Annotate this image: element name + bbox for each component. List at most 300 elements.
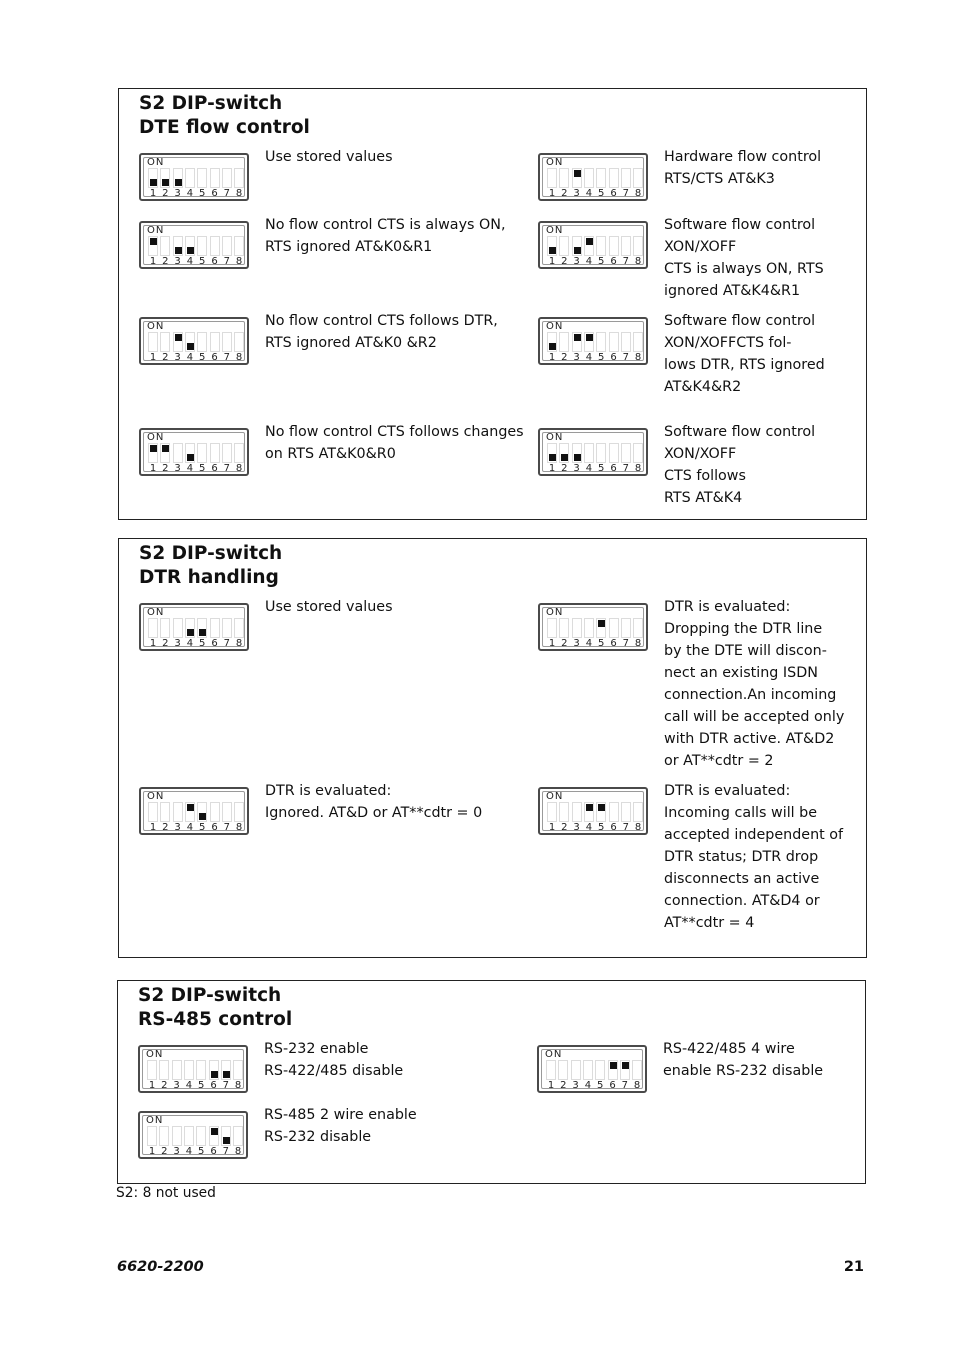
dip-switch-lever bbox=[610, 1062, 617, 1069]
dip-switch-number: 8 bbox=[634, 352, 642, 363]
dip-switch-number: 7 bbox=[622, 352, 629, 363]
dip-switch-slot bbox=[609, 332, 619, 352]
dip-on-label: ON bbox=[147, 791, 165, 802]
dip-switch-slot bbox=[233, 1060, 243, 1080]
dip-switch-slot bbox=[596, 236, 606, 256]
dip-switch-number: 1 bbox=[548, 822, 556, 833]
dip-switch-lever bbox=[574, 170, 581, 177]
dip-on-label: ON bbox=[147, 157, 165, 168]
dip-switch-slot bbox=[197, 168, 207, 188]
dip-switch-slot bbox=[584, 168, 594, 188]
dip-switch-slot bbox=[621, 618, 631, 638]
dip-switch-slot bbox=[209, 1060, 219, 1080]
dip-switch-slot bbox=[621, 802, 631, 822]
dip-switch-number: 8 bbox=[234, 1080, 242, 1091]
dip-switch-lever bbox=[199, 629, 206, 636]
dip-on-label: ON bbox=[147, 432, 165, 443]
dip-switch-number: 7 bbox=[621, 1080, 628, 1091]
section-title-line2: DTE flow control bbox=[139, 117, 310, 138]
dip-switch-number: 8 bbox=[235, 463, 243, 474]
dip-switch-number: 2 bbox=[560, 1080, 567, 1091]
dip-switch-number: 2 bbox=[561, 463, 568, 474]
dip-switch-number: 6 bbox=[610, 188, 617, 199]
dip-switch-number: 2 bbox=[162, 638, 169, 649]
dip-switch-number: 1 bbox=[149, 352, 157, 363]
dip-setting-description: DTR is evaluated: Dropping the DTR line by the DTE will discon- nect an existing ISDN connection.An incoming call will be accepted only with DTR active. AT&D2 or AT**cdtr = 2 bbox=[664, 599, 845, 769]
dip-switch-diagram bbox=[139, 428, 249, 476]
dip-switch-slot bbox=[173, 168, 183, 188]
dip-on-label: ON bbox=[546, 321, 564, 332]
dip-switch-slot bbox=[222, 236, 232, 256]
dip-switch-number: 3 bbox=[573, 638, 580, 649]
dip-switch-slot bbox=[546, 1060, 556, 1080]
dip-switch-slot bbox=[160, 168, 170, 188]
dip-switch-number: 5 bbox=[199, 188, 206, 199]
dip-switch-slot bbox=[596, 802, 606, 822]
dip-switch-number: 3 bbox=[173, 1080, 180, 1091]
dip-switch-slot bbox=[633, 802, 643, 822]
dip-switch-number: 3 bbox=[174, 638, 181, 649]
dip-switch-slot bbox=[222, 618, 232, 638]
dip-switch-number: 8 bbox=[634, 188, 642, 199]
dip-switch-slot bbox=[197, 332, 207, 352]
dip-switch-slot bbox=[222, 168, 232, 188]
dip-switch-slot bbox=[210, 443, 220, 463]
dip-switch-number: 8 bbox=[634, 463, 642, 474]
dip-switch-number: 4 bbox=[584, 1080, 592, 1091]
dip-switch-slot bbox=[210, 332, 220, 352]
dip-switch-number: 8 bbox=[634, 822, 642, 833]
dip-switch-number: 5 bbox=[199, 352, 206, 363]
dip-switch-lever bbox=[561, 454, 568, 461]
dip-switch-number: 3 bbox=[174, 822, 181, 833]
dip-switch-slot bbox=[210, 802, 220, 822]
dip-switch-slot bbox=[185, 168, 195, 188]
dip-switch-slot bbox=[173, 236, 183, 256]
dip-switch-number: 4 bbox=[585, 352, 593, 363]
dip-switch-slot bbox=[234, 332, 244, 352]
dip-switch-slot bbox=[148, 168, 158, 188]
dip-switch-slot bbox=[547, 332, 557, 352]
dip-switch-slot bbox=[222, 802, 232, 822]
dip-switch-lever bbox=[586, 238, 593, 245]
dip-switch-lever bbox=[175, 247, 182, 254]
dip-switch-slot bbox=[147, 1126, 157, 1146]
dip-switch-slot bbox=[572, 802, 582, 822]
dip-switch-number: 4 bbox=[185, 1146, 193, 1157]
dip-switch-lever bbox=[622, 1062, 629, 1069]
dip-switch-number: 1 bbox=[547, 1080, 555, 1091]
section-title-line2: DTR handling bbox=[139, 567, 279, 588]
dip-switch-slot bbox=[595, 1060, 605, 1080]
dip-switch-number: 7 bbox=[622, 822, 629, 833]
dip-switch-number: 6 bbox=[211, 463, 218, 474]
dip-switch-number: 7 bbox=[222, 1146, 229, 1157]
dip-switch-slot bbox=[547, 802, 557, 822]
dip-switch-slot bbox=[197, 618, 207, 638]
dip-switch-number: 4 bbox=[585, 638, 593, 649]
dip-switch-diagram bbox=[537, 1045, 647, 1093]
dip-switch-slot bbox=[633, 168, 643, 188]
dip-switch-slot bbox=[633, 332, 643, 352]
dip-switch-slot bbox=[147, 1060, 157, 1080]
dip-switch-number: 7 bbox=[622, 463, 629, 474]
dip-switch-number: 1 bbox=[149, 188, 157, 199]
dip-switch-slot bbox=[221, 1060, 231, 1080]
dip-switch-number: 1 bbox=[149, 463, 157, 474]
dip-switch-slot bbox=[584, 332, 594, 352]
dip-switch-number: 7 bbox=[223, 822, 230, 833]
dip-switch-number: 5 bbox=[598, 463, 605, 474]
dip-switch-number: 4 bbox=[585, 188, 593, 199]
dip-switch-slot bbox=[621, 443, 631, 463]
dip-switch-slot bbox=[160, 618, 170, 638]
dip-switch-slot bbox=[185, 802, 195, 822]
dip-switch-slot bbox=[148, 443, 158, 463]
dip-switch-slot bbox=[148, 332, 158, 352]
dip-on-label: ON bbox=[545, 1049, 563, 1060]
dip-setting-description: RS-232 enable RS-422/485 disable bbox=[264, 1041, 404, 1079]
dip-setting-description: Software flow control XON/XOFF CTS is always ON, RTS ignored AT&K4&R1 bbox=[664, 217, 824, 299]
dip-switch-number: 6 bbox=[610, 352, 617, 363]
dip-switch-number: 7 bbox=[223, 638, 230, 649]
dip-switch-lever bbox=[187, 804, 194, 811]
dip-switch-slot bbox=[234, 443, 244, 463]
dip-on-label: ON bbox=[146, 1115, 164, 1126]
dip-switch-slot bbox=[559, 802, 569, 822]
dip-switch-slot bbox=[596, 168, 606, 188]
dip-switch-number: 8 bbox=[235, 188, 243, 199]
dip-switch-number: 8 bbox=[634, 638, 642, 649]
dip-on-label: ON bbox=[546, 791, 564, 802]
dip-switch-slot bbox=[148, 802, 158, 822]
dip-switch-slot bbox=[596, 443, 606, 463]
dip-switch-number: 8 bbox=[235, 822, 243, 833]
dip-switch-number: 1 bbox=[548, 188, 556, 199]
dip-switch-number: 2 bbox=[162, 463, 169, 474]
dip-switch-number: 3 bbox=[573, 822, 580, 833]
dip-switch-number: 1 bbox=[149, 638, 157, 649]
dip-switch-slot bbox=[209, 1126, 219, 1146]
dip-switch-slot bbox=[608, 1060, 618, 1080]
dip-switch-number: 6 bbox=[610, 822, 617, 833]
dip-on-label: ON bbox=[546, 157, 564, 168]
dip-switch-lever bbox=[175, 334, 182, 341]
dip-switch-slot bbox=[621, 168, 631, 188]
dip-switch-slot bbox=[572, 236, 582, 256]
dip-switch-diagram bbox=[538, 317, 648, 365]
dip-switch-number: 2 bbox=[161, 1146, 168, 1157]
dip-switch-slot bbox=[632, 1060, 642, 1080]
dip-setting-description: No flow control CTS follows DTR, RTS ignored AT&K0 &R2 bbox=[265, 313, 498, 351]
dip-switch-number: 7 bbox=[223, 256, 230, 267]
dip-switch-slot bbox=[185, 236, 195, 256]
section-title-line1: S2 DIP-switch bbox=[139, 93, 283, 114]
dip-switch-slot bbox=[633, 443, 643, 463]
dip-switch-slot bbox=[583, 1060, 593, 1080]
dip-switch-slot bbox=[159, 1126, 169, 1146]
dip-switch-number: 6 bbox=[610, 463, 617, 474]
dip-switch-lever bbox=[150, 445, 157, 452]
dip-switch-number: 2 bbox=[561, 638, 568, 649]
dip-switch-slot bbox=[596, 618, 606, 638]
dip-switch-number: 6 bbox=[610, 638, 617, 649]
dip-switch-lever bbox=[187, 247, 194, 254]
dip-switch-lever bbox=[574, 454, 581, 461]
dip-switch-number: 3 bbox=[572, 1080, 579, 1091]
dip-switch-number: 4 bbox=[186, 256, 194, 267]
dip-switch-slot bbox=[572, 443, 582, 463]
dip-switch-number: 2 bbox=[561, 352, 568, 363]
dip-switch-number: 8 bbox=[234, 1146, 242, 1157]
dip-switch-diagram bbox=[138, 1045, 248, 1093]
dip-switch-slot bbox=[233, 1126, 243, 1146]
dip-switch-slot bbox=[210, 618, 220, 638]
dip-switch-number: 1 bbox=[148, 1146, 156, 1157]
dip-switch-number: 7 bbox=[223, 463, 230, 474]
dip-switch-slot bbox=[185, 443, 195, 463]
dip-switch-number: 1 bbox=[149, 256, 157, 267]
dip-switch-slot bbox=[584, 802, 594, 822]
dip-switch-lever bbox=[162, 179, 169, 186]
dip-switch-slot bbox=[234, 618, 244, 638]
dip-switch-number: 6 bbox=[610, 256, 617, 267]
dip-switch-lever bbox=[586, 804, 593, 811]
dip-switch-number: 8 bbox=[633, 1080, 641, 1091]
dip-switch-slot bbox=[185, 332, 195, 352]
dip-switch-number: 6 bbox=[211, 256, 218, 267]
dip-switch-number: 5 bbox=[598, 822, 605, 833]
section-title bbox=[139, 92, 310, 140]
dip-switch-slot bbox=[210, 236, 220, 256]
dip-switch-lever bbox=[211, 1128, 218, 1135]
dip-switch-slot bbox=[222, 443, 232, 463]
dip-switch-number: 4 bbox=[186, 638, 194, 649]
dip-switch-slot bbox=[559, 332, 569, 352]
dip-on-label: ON bbox=[146, 1049, 164, 1060]
dip-switch-slot bbox=[621, 332, 631, 352]
dip-setting-description: Use stored values bbox=[265, 599, 393, 615]
dip-switch-slot bbox=[197, 236, 207, 256]
dip-switch-number: 2 bbox=[561, 256, 568, 267]
dip-setting-description: Hardware flow control RTS/CTS AT&K3 bbox=[664, 149, 822, 187]
dip-switch-number: 1 bbox=[148, 1080, 156, 1091]
dip-switch-number: 8 bbox=[235, 352, 243, 363]
dip-switch-lever bbox=[586, 334, 593, 341]
dip-switch-number: 5 bbox=[598, 638, 605, 649]
dip-switch-number: 5 bbox=[598, 256, 605, 267]
dip-setting-description: Software flow control XON/XOFF CTS follows RTS AT&K4 bbox=[664, 424, 816, 506]
dip-switch-slot bbox=[210, 168, 220, 188]
dip-switch-slot bbox=[633, 618, 643, 638]
dip-switch-slot bbox=[572, 618, 582, 638]
dip-switch-slot bbox=[572, 332, 582, 352]
dip-switch-lever bbox=[187, 454, 194, 461]
dip-switch-slot bbox=[609, 236, 619, 256]
dip-switch-diagram bbox=[139, 153, 249, 201]
section-title bbox=[138, 984, 292, 1032]
dip-switch-slot bbox=[197, 802, 207, 822]
dip-switch-slot bbox=[584, 618, 594, 638]
dip-switch-slot bbox=[185, 618, 195, 638]
dip-switch-lever bbox=[223, 1071, 230, 1078]
dip-switch-number: 7 bbox=[622, 188, 629, 199]
dip-switch-diagram bbox=[138, 1111, 248, 1159]
dip-switch-number: 2 bbox=[161, 1080, 168, 1091]
dip-switch-slot bbox=[609, 802, 619, 822]
dip-switch-slot bbox=[571, 1060, 581, 1080]
dip-switch-number: 3 bbox=[573, 188, 580, 199]
dip-switch-number: 8 bbox=[235, 256, 243, 267]
dip-switch-number: 5 bbox=[198, 1146, 205, 1157]
dip-switch-lever bbox=[223, 1137, 230, 1144]
dip-setting-description: RS-422/485 4 wire enable RS-232 disable bbox=[663, 1041, 824, 1079]
dip-switch-slot bbox=[621, 236, 631, 256]
dip-switch-slot bbox=[159, 1060, 169, 1080]
doc-number: 6620-2200 bbox=[117, 1259, 204, 1275]
dip-switch-lever bbox=[574, 334, 581, 341]
dip-setting-description: Software flow control XON/XOFFCTS fol- lows DTR, RTS ignored AT&K4&R2 bbox=[664, 313, 825, 395]
section-title-line2: RS-485 control bbox=[138, 1009, 293, 1030]
dip-switch-number: 5 bbox=[198, 1080, 205, 1091]
dip-switch-number: 1 bbox=[548, 352, 556, 363]
dip-switch-lever bbox=[211, 1071, 218, 1078]
dip-switch-slot bbox=[609, 168, 619, 188]
dip-switch-number: 7 bbox=[222, 1080, 229, 1091]
dip-switch-diagram bbox=[538, 603, 648, 651]
dip-switch-slot bbox=[547, 236, 557, 256]
dip-switch-slot bbox=[172, 1126, 182, 1146]
dip-switch-number: 2 bbox=[561, 822, 568, 833]
dip-switch-slot bbox=[196, 1060, 206, 1080]
dip-switch-number: 7 bbox=[622, 256, 629, 267]
dip-setting-description: RS-485 2 wire enable RS-232 disable bbox=[264, 1107, 417, 1145]
dip-switch-number: 3 bbox=[174, 256, 181, 267]
dip-switch-slot bbox=[196, 1126, 206, 1146]
dip-setting-description: No flow control CTS follows changes on RTS AT&K0&R0 bbox=[265, 424, 524, 462]
dip-switch-number: 3 bbox=[174, 463, 181, 474]
dip-switch-number: 7 bbox=[223, 352, 230, 363]
dip-switch-number: 7 bbox=[223, 188, 230, 199]
dip-switch-number: 1 bbox=[548, 463, 556, 474]
section-title-line1: S2 DIP-switch bbox=[138, 985, 282, 1006]
dip-switch-slot bbox=[572, 168, 582, 188]
dip-switch-slot bbox=[173, 332, 183, 352]
dip-switch-slot bbox=[559, 236, 569, 256]
dip-switch-slot bbox=[547, 618, 557, 638]
dip-switch-number: 4 bbox=[186, 352, 194, 363]
dip-switch-slot bbox=[633, 236, 643, 256]
dip-switch-number: 4 bbox=[186, 188, 194, 199]
dip-switch-number: 3 bbox=[174, 352, 181, 363]
dip-switch-number: 3 bbox=[174, 188, 181, 199]
dip-switch-number: 5 bbox=[199, 256, 206, 267]
dip-switch-number: 4 bbox=[585, 256, 593, 267]
dip-switch-slot bbox=[148, 618, 158, 638]
dip-switch-lever bbox=[175, 179, 182, 186]
dip-setting-description: DTR is evaluated: Incoming calls will be accepted independent of DTR status; DTR drop disconnects an active connection. AT&D4 or AT**cdtr = 4 bbox=[664, 783, 844, 931]
dip-on-label: ON bbox=[147, 607, 165, 618]
dip-switch-diagram bbox=[139, 221, 249, 269]
dip-switch-slot bbox=[559, 443, 569, 463]
dip-switch-slot bbox=[160, 443, 170, 463]
dip-switch-slot bbox=[172, 1060, 182, 1080]
dip-switch-slot bbox=[148, 236, 158, 256]
dip-switch-number: 6 bbox=[211, 188, 218, 199]
dip-switch-slot bbox=[234, 168, 244, 188]
dip-switch-slot bbox=[584, 443, 594, 463]
dip-switch-number: 1 bbox=[548, 638, 556, 649]
dip-switch-number: 1 bbox=[149, 822, 157, 833]
dip-switch-slot bbox=[547, 443, 557, 463]
dip-switch-number: 4 bbox=[585, 463, 593, 474]
dip-switch-number: 4 bbox=[185, 1080, 193, 1091]
dip-switch-slot bbox=[160, 332, 170, 352]
section-dte-flow-control bbox=[118, 88, 867, 520]
section-title bbox=[139, 542, 282, 590]
dip-switch-number: 3 bbox=[173, 1146, 180, 1157]
dip-switch-lever bbox=[549, 247, 556, 254]
dip-on-label: ON bbox=[147, 225, 165, 236]
dip-switch-lever bbox=[549, 343, 556, 350]
dip-switch-lever bbox=[598, 804, 605, 811]
dip-switch-diagram bbox=[538, 221, 648, 269]
section-dtr-handling bbox=[118, 538, 867, 958]
dip-setting-description: Use stored values bbox=[265, 149, 393, 165]
dip-setting-description: DTR is evaluated: Ignored. AT&D or AT**cdtr = 0 bbox=[265, 783, 483, 821]
dip-switch-slot bbox=[547, 168, 557, 188]
dip-switch-slot bbox=[160, 802, 170, 822]
dip-switch-slot bbox=[184, 1060, 194, 1080]
page-number: 21 bbox=[843, 1259, 864, 1275]
dip-switch-number: 5 bbox=[199, 822, 206, 833]
dip-switch-number: 8 bbox=[634, 256, 642, 267]
dip-switch-number: 7 bbox=[622, 638, 629, 649]
dip-switch-slot bbox=[609, 618, 619, 638]
dip-switch-slot bbox=[160, 236, 170, 256]
footnote: S2: 8 not used bbox=[116, 1185, 216, 1201]
dip-switch-diagram bbox=[139, 603, 249, 651]
dip-switch-number: 2 bbox=[162, 352, 169, 363]
dip-switch-number: 5 bbox=[199, 463, 206, 474]
dip-switch-number: 2 bbox=[561, 188, 568, 199]
dip-switch-number: 3 bbox=[573, 463, 580, 474]
dip-switch-slot bbox=[584, 236, 594, 256]
dip-switch-slot bbox=[558, 1060, 568, 1080]
dip-switch-number: 4 bbox=[186, 822, 194, 833]
dip-switch-slot bbox=[559, 618, 569, 638]
dip-switch-number: 6 bbox=[211, 638, 218, 649]
dip-switch-lever bbox=[150, 179, 157, 186]
dip-switch-number: 5 bbox=[199, 638, 206, 649]
dip-switch-lever bbox=[150, 238, 157, 245]
dip-switch-lever bbox=[187, 629, 194, 636]
dip-switch-number: 3 bbox=[573, 256, 580, 267]
dip-switch-slot bbox=[173, 618, 183, 638]
dip-switch-lever bbox=[199, 813, 206, 820]
dip-switch-number: 1 bbox=[548, 256, 556, 267]
dip-switch-number: 6 bbox=[609, 1080, 616, 1091]
dip-switch-lever bbox=[187, 343, 194, 350]
dip-switch-number: 2 bbox=[162, 188, 169, 199]
dip-switch-lever bbox=[598, 620, 605, 627]
dip-switch-slot bbox=[596, 332, 606, 352]
dip-switch-slot bbox=[234, 236, 244, 256]
dip-switch-number: 6 bbox=[211, 352, 218, 363]
dip-switch-number: 3 bbox=[573, 352, 580, 363]
dip-switch-slot bbox=[173, 443, 183, 463]
dip-switch-slot bbox=[620, 1060, 630, 1080]
